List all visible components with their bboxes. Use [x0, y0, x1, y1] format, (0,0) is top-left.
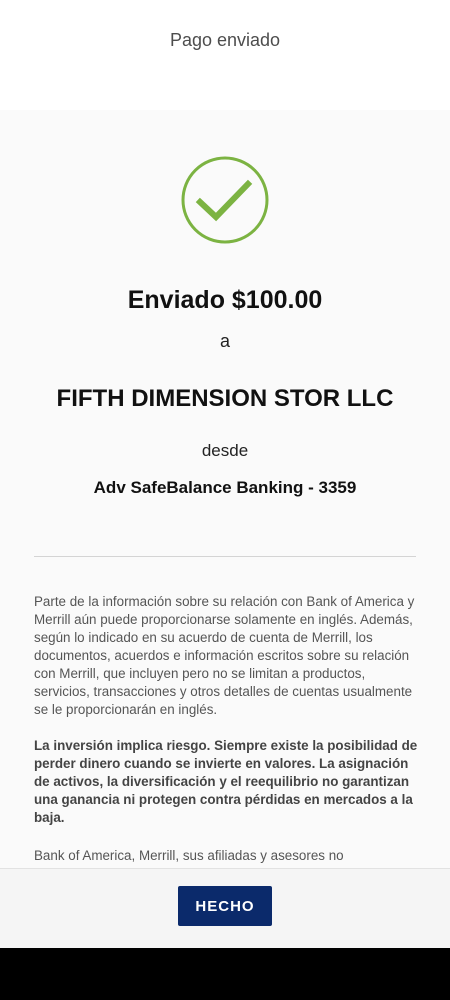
- page-title: Pago enviado: [169, 29, 281, 50]
- sent-amount: Enviado $100.00: [127, 286, 323, 314]
- app-header: [0, 0, 450, 110]
- from-label: desde: [201, 441, 249, 460]
- footer-bar: [0, 868, 450, 949]
- divider: [34, 556, 416, 557]
- investment-risk-disclosure: La inversión implica riesgo. Siempre existe la posibilidad de perder dinero cuando se invierte en valores. La asignación de activos, la diversificación y el reequilibrio no garantizan una ganancia ni protegen contra pérdidas en mercados a la baja.: [34, 738, 418, 825]
- to-label: a: [219, 331, 230, 351]
- recipient-name: FIFTH DIMENSION STOR LLC: [56, 385, 394, 412]
- source-account: Adv SafeBalance Banking - 3359: [93, 478, 357, 497]
- done-button[interactable]: HECHO: [178, 886, 272, 926]
- language-disclosure: Parte de la información sobre su relación con Bank of America y Merrill aún puede proporcionarse solamente en inglés. Además, según lo indicado en su acuerdo de cuenta de Merrill, los documentos, acuerdos e información escritos sobre su relación con Merrill, que incluyen pero no se limitan a productos, servicios, transacciones y otros detalles de cuentas usualmente se le proporcionarán en inglés.: [34, 594, 415, 717]
- affiliates-disclosure: Bank of America, Merrill, sus afiliadas y asesores no: [34, 848, 344, 863]
- confirmation-content[interactable]: [0, 110, 450, 868]
- checkmark-circle-icon: [180, 155, 270, 245]
- system-navigation-bar: [0, 948, 450, 1000]
